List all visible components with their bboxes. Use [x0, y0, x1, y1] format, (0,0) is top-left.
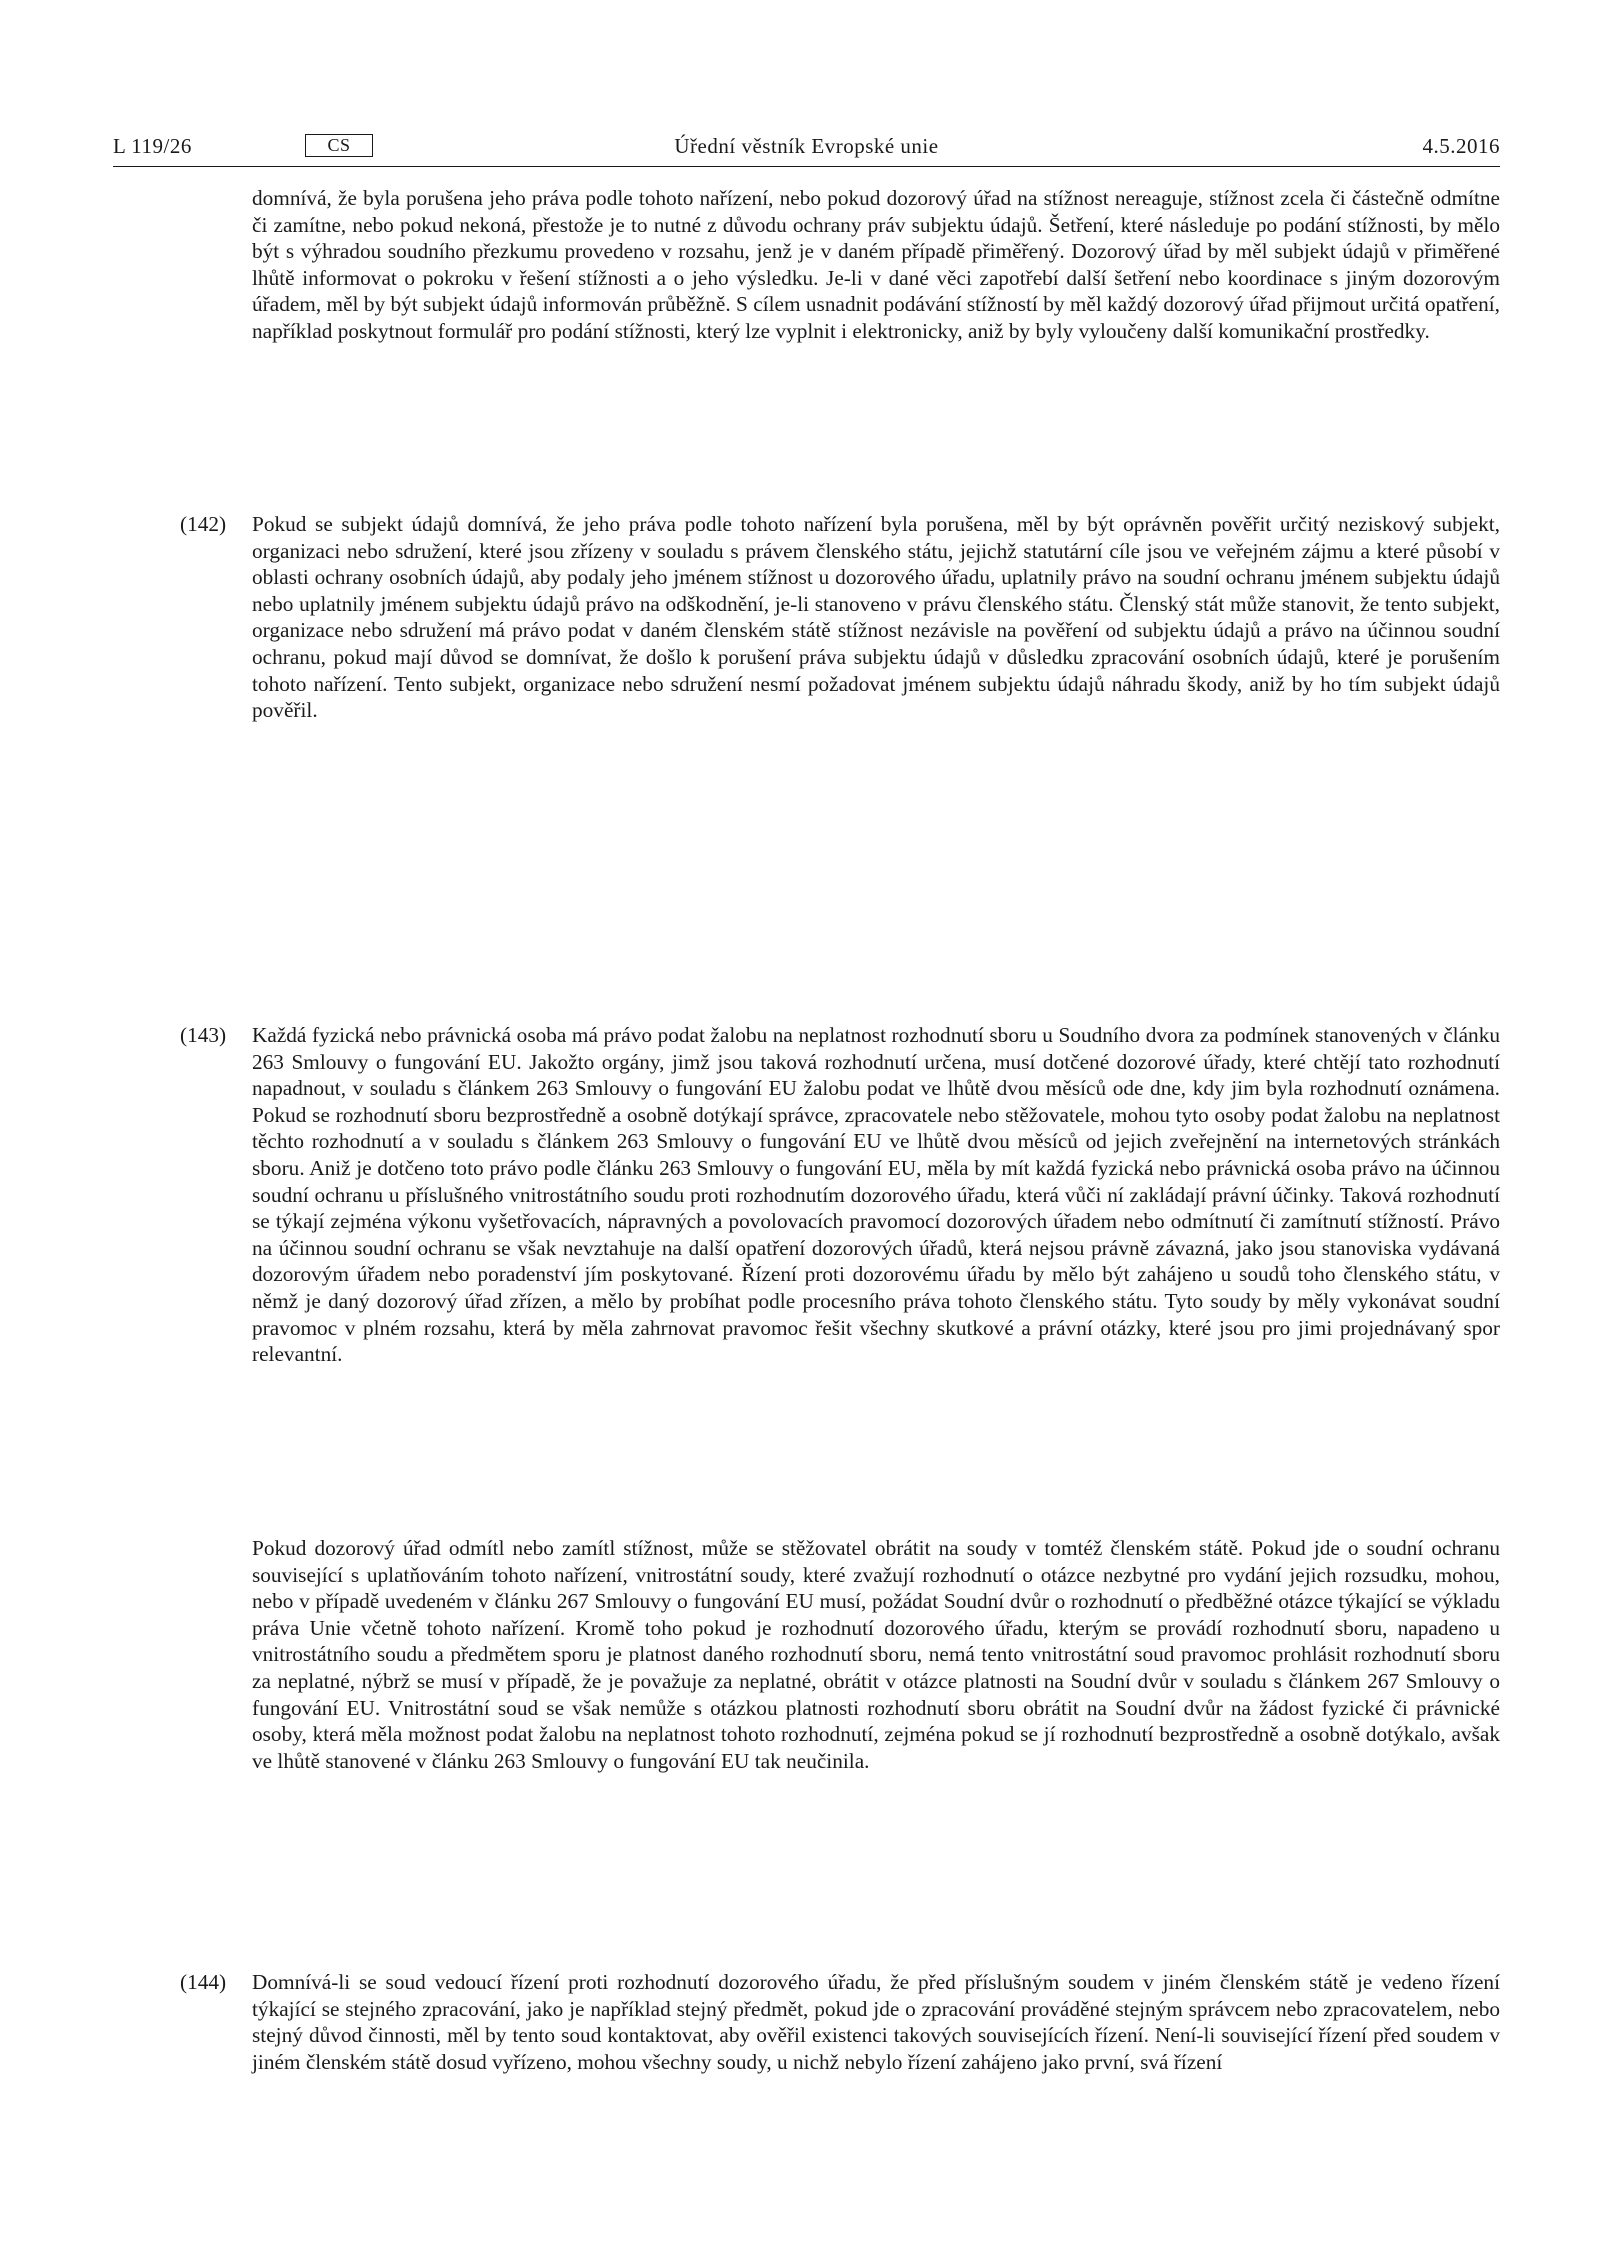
- recital-144: [180, 1969, 1500, 2075]
- recital-number: (143): [180, 1023, 227, 1047]
- recital-text: Pokud dozorový úřad odmítl nebo zamítl stížnost, může se stěžovatel obrátit na soudy v tomtéž členském státě. Pokud jde o soudní ochranu související s uplatňováním tohoto nařízení, vnitrostátní soudy, které zvažují rozhodnutí o otázce nezbytné pro vydání jejich rozsudku, mohou, nebo v případě uvedeném v článku 267 Smlouvy o fungování EU musí, požádat Soudní dvůr o rozhodnutí o předběžné otázce týkající se výkladu práva Unie včetně tohoto nařízení. Kromě toho pokud je rozhodnutí dozorového úřadu, kterým se provádí rozhodnutí sboru, napadeno u vnitrostátního soudu a předmětem sporu je platnost daného rozhodnutí sboru, nemá tento vnitrostátní soud pravomoc prohlásit rozhodnutí sboru za neplatné, nýbrž se musí v případě, že je považuje za neplatné, obrátit v otázce platnosti na Soudní dvůr v souladu s článkem 267 Smlouvy o fungování EU. Vnitrostátní soud se však nemůže s otázkou platnosti rozhodnutí sboru obrátit na Soudní dvůr na žádost fyzické či právnické osoby, která měla možnost podat žalobu na neplatnost tohoto rozhodnutí, zejména pokud se jí rozhodnutí bezprostředně a osobně dotýkalo, avšak ve lhůtě stanovené v článku 263 Smlouvy o fungování EU tak neučinila.: [252, 1536, 1500, 1773]
- recital-143: [180, 1022, 1500, 1368]
- language-code-box: CS: [305, 134, 373, 157]
- recital-continuation: [252, 185, 1500, 345]
- recital-number: (142): [180, 512, 227, 536]
- page-header: [113, 130, 1500, 166]
- recital-142: [180, 511, 1500, 724]
- journal-title: Úřední věstník Evropské unie: [674, 134, 939, 158]
- recital-number: (144): [180, 1970, 227, 1994]
- recital-text: Každá fyzická nebo právnická osoba má právo podat žalobu na neplatnost rozhodnutí sboru u Soudního dvora za podmínek stanovených v článku 263 Smlouvy o fungování EU. Jakožto orgány, jimž jsou taková rozhodnutí určena, musí dotčené dozorové úřady, které chtějí tato rozhodnutí napadnout, v souladu s článkem 263 Smlouvy o fungování EU žalobu podat ve lhůtě dvou měsíců ode dne, kdy jim byla rozhodnutí oznámena. Pokud se rozhodnutí sboru bezprostředně a osobně dotýkají správce, zpracovatele nebo stěžovatele, mohou tyto osoby podat žalobu na neplatnost těchto rozhodnutí a v souladu s článkem 263 Smlouvy o fungování EU ve lhůtě dvou měsíců od jejich zveřejnění na internetových stránkách sboru. Aniž je dotčeno toto právo podle článku 263 Smlouvy o fungování EU, měla by mít každá fyzická nebo právnická osoba právo na účinnou soudní ochranu u příslušného vnitrostátního soudu proti rozhodnutím dozorového úřadu, která vůči ní zakládají právní účinky. Taková rozhodnutí se týkají zejména výkonu vyšetřovacích, nápravných a povolovacích pravomocí dozorových úřadem nebo odmítnutí či zamítnutí stížností. Právo na účinnou soudní ochranu se však nevztahuje na další opatření dozorových úřadů, která nejsou právně závazná, jako jsou stanoviska vydávaná dozorovým úřadem nebo poradenství jím poskytované. Řízení proti dozorovému úřadu by mělo být zahájeno u soudů toho členského státu, v němž je daný dozorový úřad zřízen, a mělo by probíhat podle procesního práva tohoto členského státu. Tyto soudy by měly vykonávat soudní pravomoc v plném rozsahu, která by měla zahrnovat pravomoc řešit všechny skutkové a právní otázky, které jsou pro jimi projednávaný spor relevantní.: [252, 1023, 1500, 1367]
- page-reference: L 119/26: [113, 134, 192, 158]
- recital-text: Pokud se subjekt údajů domnívá, že jeho práva podle tohoto nařízení byla porušena, měl by být oprávněn pověřit určitý neziskový subjekt, organizaci nebo sdružení, které jsou zřízeny v souladu s právem členského státu, jejichž statutární cíle jsou ve veřejném zájmu a které působí v oblasti ochrany osobních údajů, aby podaly jeho jménem stížnost u dozorového úřadu, uplatnily právo na soudní ochranu jménem subjektu údajů nebo uplatnily jménem subjektu údajů právo na odškodnění, je-li stanoveno v právu členského státu. Členský stát může stanovit, že tento subjekt, organizace nebo sdružení má právo podat v daném členském státě stížnost nezávisle na pověření od subjektu údajů a právo na účinnou soudní ochranu, pokud mají důvod se domnívat, že došlo k porušení práva subjektu údajů v důsledku zpracování osobních údajů, které je porušením tohoto nařízení. Tento subjekt, organizace nebo sdružení nesmí požadovat jménem subjektu údajů náhradu škody, aniž by ho tím subjekt údajů pověřil.: [252, 512, 1500, 723]
- recital-text: Domnívá-li se soud vedoucí řízení proti rozhodnutí dozorového úřadu, že před příslušným soudem v jiném členském státě je vedeno řízení týkající se stejného zpracování, jako je například stejný předmět, pokud jde o zpracování prováděné stejným správcem nebo zpracovatelem, nebo stejný důvod činnosti, měl by tento soud kontaktovat, aby ověřil existenci takových souvisejících řízení. Není-li související řízení před soudem v jiném členském státě dosud vyřízeno, mohou všechny soudy, u nichž nebylo řízení zahájeno jako první, svá řízení: [252, 1970, 1500, 2074]
- recital-143-second-paragraph: [252, 1535, 1500, 1774]
- header-rule: [113, 166, 1500, 167]
- recital-text: domnívá, že byla porušena jeho práva podle tohoto nařízení, nebo pokud dozorový úřad na stížnost nereaguje, stížnost zcela či částečně odmítne či zamítne, nebo pokud nekoná, přestože je to nutné z důvodu ochrany práv subjektu údajů. Šetření, které následuje po podání stížnosti, by mělo být s výhradou soudního přezkumu provedeno v rozsahu, jenž je v daném případě přiměřený. Dozorový úřad by měl subjekt údajů v přiměřené lhůtě informovat o pokroku v řešení stížnosti a o jeho výsledku. Je-li v dané věci zapotřebí další šetření nebo koordinace s jiným dozorovým úřadem, měl by být subjekt údajů informován průběžně. S cílem usnadnit podávání stížností by měl každý dozorový úřad přijmout určitá opatření, například poskytnout formulář pro podání stížnosti, který lze vyplnit i elektronicky, aniž by byly vyloučeny další komunikační prostředky.: [252, 186, 1500, 343]
- publication-date: 4.5.2016: [1422, 134, 1500, 158]
